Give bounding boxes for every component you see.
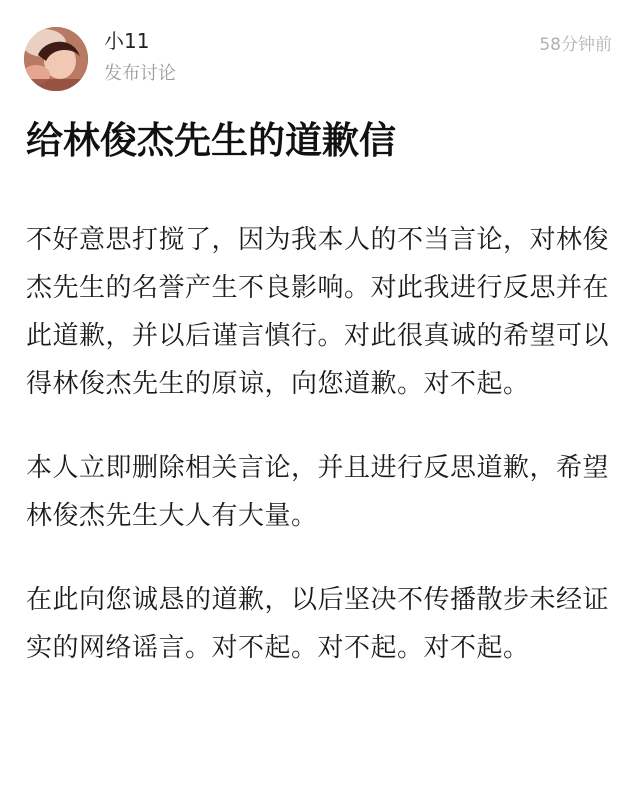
post-paragraph: 本人立即删除相关言论，并且进行反思道歉，希望林俊杰先生大人有大量。 [26, 453, 610, 531]
post-paragraph: 不好意思打搅了，因为我本人的不当言论，对林俊杰先生的名誉产生不良影响。对此我进行反思并在此道歉，并以后谨言慎行。对此很真诚的希望可以得林俊杰先生的原谅，向您道歉。对不起。 [26, 225, 610, 399]
post-header [0, 0, 640, 110]
post-title: 给林俊杰先生的道歉信 [26, 119, 396, 162]
post-body [26, 216, 618, 708]
author-name[interactable]: 小11 [104, 29, 150, 53]
post-paragraph: 在此向您诚恳的道歉，以后坚决不传播散步未经证实的网络谣言。对不起。对不起。对不起。 [26, 585, 610, 663]
post-time: 58分钟前 [539, 35, 612, 55]
author-action: 发布讨论 [104, 63, 176, 84]
avatar[interactable] [24, 27, 88, 91]
avatar-photo-icon [24, 27, 88, 91]
